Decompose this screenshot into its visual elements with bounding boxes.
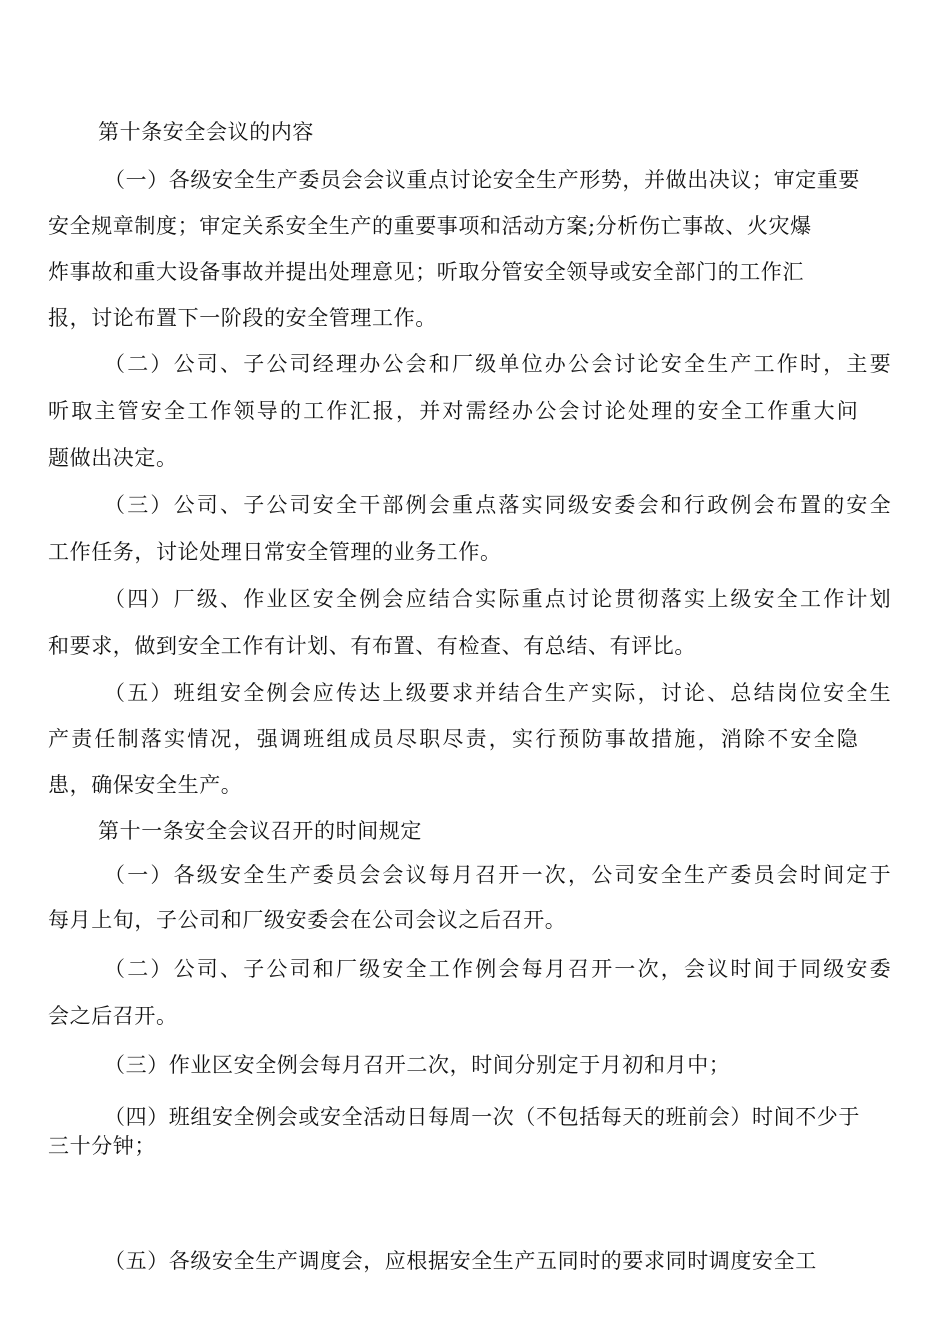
paragraph-line: （四）班组安全例会或安全活动日每周一次（不包括每天的班前会）时间不少于 xyxy=(104,1105,860,1129)
article-10-heading: 第十条安全会议的内容 xyxy=(98,120,314,144)
paragraph-line: 工作任务，讨论处理日常安全管理的业务工作。 xyxy=(48,540,502,564)
paragraph-line: 会之后召开。 xyxy=(48,1004,178,1028)
paragraph-line: （四）厂级、作业区安全例会应结合实际重点讨论贯彻落实上级安全工作计划 xyxy=(104,587,893,611)
paragraph-line: 每月上旬，子公司和厂级安委会在公司会议之后召开。 xyxy=(48,908,567,932)
paragraph-line: （三）作业区安全例会每月召开二次，时间分别定于月初和月中； xyxy=(104,1053,731,1077)
paragraph-line: 炸事故和重大设备事故并提出处理意见；听取分管安全领导或安全部门的工作汇 xyxy=(48,260,804,284)
paragraph-line: （五）各级安全生产调度会，应根据安全生产五同时的要求同时调度安全工 xyxy=(104,1249,817,1273)
paragraph-line: 患，确保安全生产。 xyxy=(48,773,243,797)
article-11-heading: 第十一条安全会议召开的时间规定 xyxy=(98,819,422,843)
paragraph-line: 报，讨论布置下一阶段的安全管理工作。 xyxy=(48,306,437,330)
paragraph-line: （一）各级安全生产委员会会议重点讨论安全生产形势，并做出决议；审定重要 xyxy=(104,168,860,192)
paragraph-line: （二）公司、子公司和厂级安全工作例会每月召开一次，会议时间于同级安委 xyxy=(104,957,893,981)
paragraph-line: 听取主管安全工作领导的工作汇报，并对需经办公会讨论处理的安全工作重大问 xyxy=(48,399,860,423)
paragraph-line: 产责任制落实情况，强调班组成员尽职尽责，实行预防事故措施，消除不安全隐 xyxy=(48,727,860,751)
paragraph-line: （二）公司、子公司经理办公会和厂级单位办公会讨论安全生产工作时，主要 xyxy=(104,352,893,376)
paragraph-line: 和要求，做到安全工作有计划、有布置、有检查、有总结、有评比。 xyxy=(48,634,696,658)
paragraph-line: 三十分钟； xyxy=(48,1134,156,1158)
paragraph-line: （五）班组安全例会应传达上级要求并结合生产实际，讨论、总结岗位安全生 xyxy=(104,681,893,705)
paragraph-line: 安全规章制度；审定关系安全生产的重要事项和活动方案;分析伤亡事故、火灾爆 xyxy=(48,214,812,238)
paragraph-line: 题做出决定。 xyxy=(48,446,178,470)
paragraph-line: （三）公司、子公司安全干部例会重点落实同级安委会和行政例会布置的安全 xyxy=(104,493,893,517)
paragraph-line: （一）各级安全生产委员会会议每月召开一次，公司安全生产委员会时间定于 xyxy=(104,863,893,887)
